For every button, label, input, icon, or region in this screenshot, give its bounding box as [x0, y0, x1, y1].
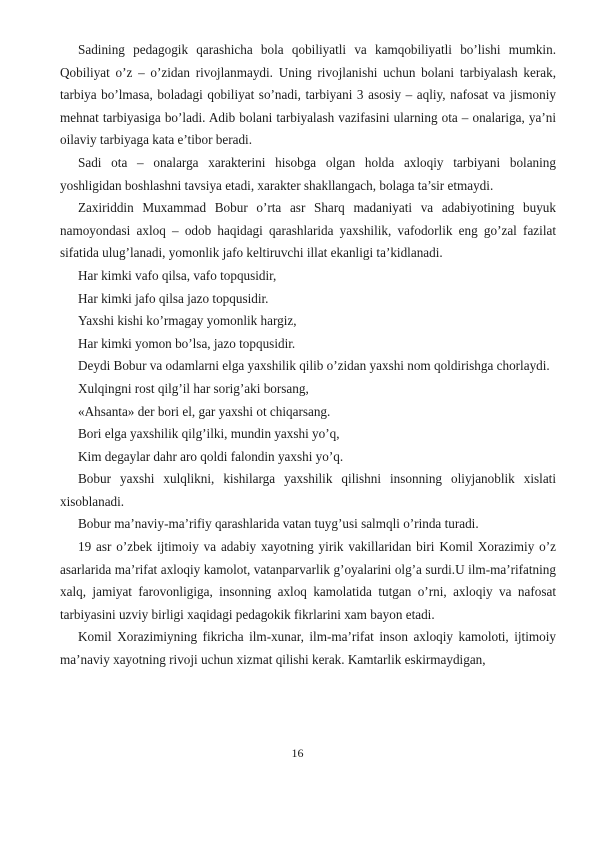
paragraph: 19 asr o’zbek ijtimoiy va adabiy xayotning yirik vakillaridan biri Komil Xorazimiy o’z asarlarida ma’rifat axloqiy kamolot, vatanparvarlik g’oyalarini olg’a surdi.U ilm-ma’rifatning xalq, jamiyat farovonligiga, insonning axloq kamolatida tutgan o’rni, axloqiy va nafosat tarbiyasini uzviy birligi xaqidagi pedagokik fikrlarini xam bayon etadi. [60, 539, 556, 622]
verse-line: Har kimki vafo qilsa, vafo topqusidir, [78, 267, 277, 283]
verse-line: «Ahsanta» der bori el, gar yaxshi ot chiqarsang. [78, 403, 331, 419]
document-page [60, 39, 556, 672]
paragraph: Sadining pedagogik qarashicha bola qobiliyatli va kamqobiliyatli bo’lishi mumkin. Qobiliyat o’z – o’zidan rivojlanmaydi. Uning rivojlanishi uchun bolani tarbiyalash kerak, tarbiya bo’lmasa, boladagi qobiliyat so’nadi, tarbiyani 3 asosiy – aqliy, nafosat va jismoniy mehnat tarbiyasiga bo’ladi. Adib bolani tarbiyalash vazifasini ularning ota – onalariga, ya’ni oilaviy tarbiyaga kata e’tibor beradi. [60, 42, 556, 148]
paragraph: Zaxiriddin Muxammad Bobur o’rta asr Sharq madaniyati va adabiyotining buyuk namoyondasi axloq – odob haqidagi qarashlarida yaxshilik, vafodorlik eng go’zal fazilat sifatida ulug’lanadi, yomonlik jafo keltiruvchi illat ekanligi ta’kidlanadi. [60, 200, 556, 261]
paragraph: Sadi ota – onalarga xarakterini hisobga olgan holda axloqiy tarbiyani bolaning yoshligidan boshlashni tavsiya etadi, xarakter shakllangach, bolaga ta’sir etmaydi. [60, 154, 556, 193]
paragraph: Komil Xorazimiyning fikricha ilm-xunar, ilm-ma’rifat inson axloqiy kamoloti, ijtimoiy ma’naviy xayotning rivoji uchun xizmat qilishi kerak. Kamtarlik eskirmaydigan, [60, 629, 556, 668]
verse-line: Kim degaylar dahr aro qoldi falondin yaxshi yo’q. [78, 448, 344, 464]
verse-line: Har kimki jafo qilsa jazo topqusidir. [78, 290, 269, 306]
verse-line: Bori elga yaxshilik qilg’ilki, mundin yaxshi yo’q, [78, 426, 340, 442]
paragraph: Bobur yaxshi xulqlikni, kishilarga yaxshilik qilishni insonning oliyjanoblik xislati xisoblanadi. [60, 471, 556, 509]
page-number: 16 [291, 746, 304, 760]
verse-line: Xulqingni rost qilg’il har sorig’aki borsang, [78, 380, 309, 396]
verse-line: Yaxshi kishi ko’rmagay yomonlik hargiz, [78, 313, 297, 329]
verse-line: Bobur ma’naviy-ma’rifiy qarashlarida vatan tuyg’usi salmqli o’rinda turadi. [78, 516, 479, 532]
verse-line: Har kimki yomon bo’lsa, jazo topqusidir. [78, 335, 296, 351]
paragraph: Deydi Bobur va odamlarni elga yaxshilik qilib o’zidan yaxshi nom qoldirishga chorlaydi. [78, 358, 550, 374]
